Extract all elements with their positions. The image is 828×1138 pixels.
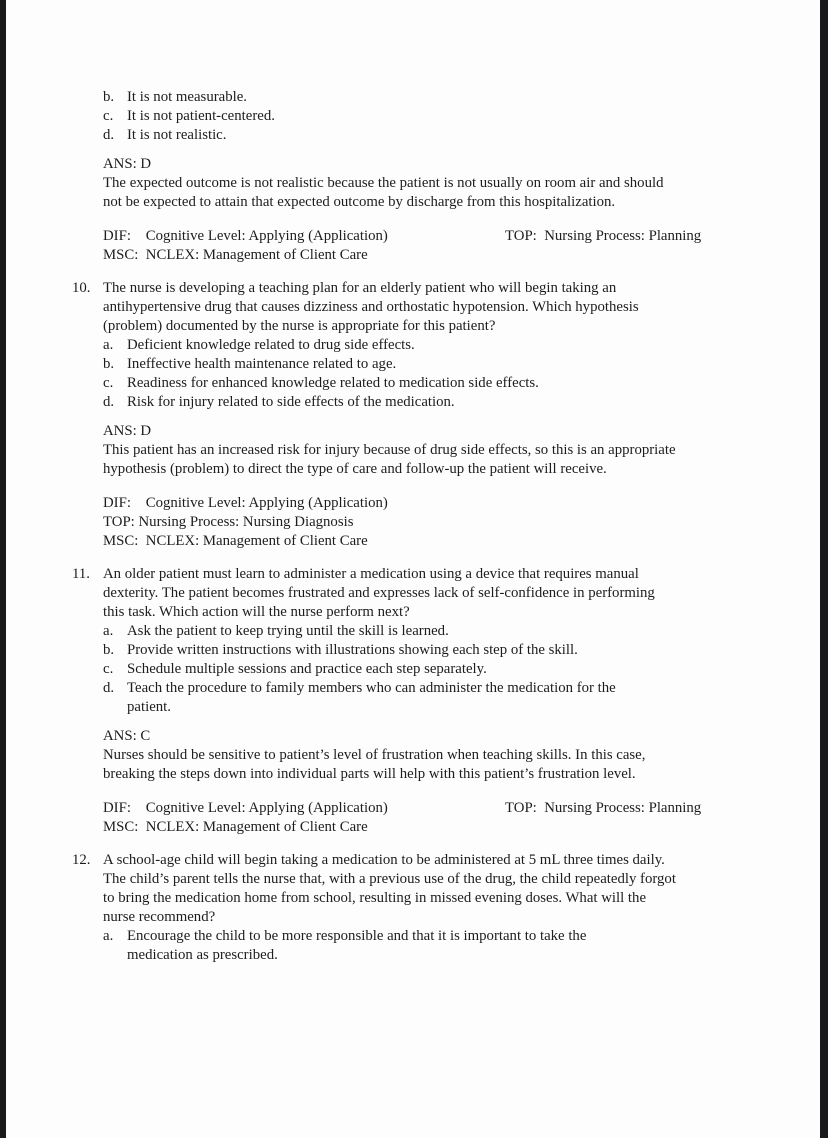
option-text: Readiness for enhanced knowledge related to medication side effects. xyxy=(127,375,539,391)
meta-row xyxy=(103,799,793,818)
option-text: Ineffective health maintenance related to age. xyxy=(127,356,397,372)
question-11 xyxy=(72,565,793,837)
option-letter: d. xyxy=(103,680,115,696)
answer-block xyxy=(103,727,793,784)
option-text: It is not measurable. xyxy=(127,89,247,105)
scan-right-edge xyxy=(820,0,828,1138)
answer-key: ANS: C xyxy=(103,728,151,744)
option-text: Ask the patient to keep trying until the skill is learned. xyxy=(127,623,449,639)
top-label: TOP: Nursing Process: Nursing Diagnosis xyxy=(103,514,354,530)
question-stem-line: nurse recommend? xyxy=(103,909,216,925)
question-stem-line: this task. Which action will the nurse perform next? xyxy=(103,604,410,620)
answer-key: ANS: D xyxy=(103,156,152,172)
option-letter: d. xyxy=(103,394,115,410)
page-content xyxy=(72,88,793,965)
question-stem-line: An older patient must learn to administer a medication using a device that requires manual xyxy=(103,566,639,582)
option-letter: c. xyxy=(103,108,114,124)
question-stem-line: (problem) documented by the nurse is appropriate for this patient? xyxy=(103,318,496,334)
option-letter: c. xyxy=(103,375,114,391)
question-number: 11. xyxy=(72,566,90,582)
answer-option xyxy=(103,641,793,660)
answer-option xyxy=(103,88,793,107)
option-letter: d. xyxy=(103,127,115,143)
option-letter: a. xyxy=(103,337,114,353)
meta-row xyxy=(103,227,793,246)
top-label: TOP: Nursing Process: Planning xyxy=(505,800,702,816)
question-stem-line: antihypertensive drug that causes dizziness and orthostatic hypotension. Which hypothesis xyxy=(103,299,639,315)
rationale-line: breaking the steps down into individual parts will help with this patient’s frustration level. xyxy=(103,766,636,782)
option-text: Provide written instructions with illustrations showing each step of the skill. xyxy=(127,642,578,658)
question-number: 10. xyxy=(72,280,91,296)
rationale-line: Nurses should be sensitive to patient’s level of frustration when teaching skills. In this case, xyxy=(103,747,646,763)
answer-option xyxy=(103,660,793,679)
question-stem-line: dexterity. The patient becomes frustrated and expresses lack of self-confidence in performing xyxy=(103,585,655,601)
dif-label: DIF: Cognitive Level: Applying (Application) xyxy=(103,495,388,511)
answer-option xyxy=(103,336,793,355)
question-stem-line: A school-age child will begin taking a medication to be administered at 5 mL three times daily. xyxy=(103,852,665,868)
question-9-continuation xyxy=(103,88,793,265)
option-letter: b. xyxy=(103,89,115,105)
rationale-line: The expected outcome is not realistic because the patient is not usually on room air and should xyxy=(103,175,664,191)
answer-option xyxy=(103,374,793,393)
option-text: Encourage the child to be more responsible and that it is important to take the xyxy=(127,928,587,944)
option-letter: a. xyxy=(103,928,114,944)
question-body xyxy=(103,565,793,837)
option-text: Risk for injury related to side effects of the medication. xyxy=(127,394,455,410)
rationale-line: This patient has an increased risk for injury because of drug side effects, so this is an appropriate xyxy=(103,442,676,458)
answer-key: ANS: D xyxy=(103,423,152,439)
option-text: It is not patient-centered. xyxy=(127,108,275,124)
question-12 xyxy=(72,851,793,965)
option-letter: b. xyxy=(103,356,115,372)
answer-option xyxy=(103,107,793,126)
rationale-line: hypothesis (problem) to direct the type of care and follow-up the patient will receive. xyxy=(103,461,607,477)
meta-block xyxy=(103,799,793,837)
answer-option xyxy=(103,927,793,965)
dif-label: DIF: Cognitive Level: Applying (Application) xyxy=(103,228,388,244)
question-stem-line: The nurse is developing a teaching plan for an elderly patient who will begin taking an xyxy=(103,280,617,296)
option-letter: b. xyxy=(103,642,115,658)
option-letter: a. xyxy=(103,623,114,639)
question-number: 12. xyxy=(72,852,91,868)
msc-label: MSC: NCLEX: Management of Client Care xyxy=(103,819,368,835)
option-text: patient. xyxy=(127,699,171,715)
answer-option xyxy=(103,679,793,717)
answer-option xyxy=(103,622,793,641)
answer-option xyxy=(103,126,793,145)
top-label: TOP: Nursing Process: Planning xyxy=(505,228,702,244)
question-stem-line: The child’s parent tells the nurse that, with a previous use of the drug, the child repeatedly forgot xyxy=(103,871,676,887)
option-text: It is not realistic. xyxy=(127,127,227,143)
option-letter: c. xyxy=(103,661,114,677)
question-body xyxy=(103,279,793,551)
question-body xyxy=(103,851,793,965)
option-text: medication as prescribed. xyxy=(127,947,278,963)
question-stem-line: to bring the medication home from school, resulting in missed evening doses. What will the xyxy=(103,890,647,906)
answer-option xyxy=(103,355,793,374)
option-text: Deficient knowledge related to drug side effects. xyxy=(127,337,415,353)
msc-label: MSC: NCLEX: Management of Client Care xyxy=(103,533,368,549)
answer-block xyxy=(103,155,793,212)
rationale-line: not be expected to attain that expected outcome by discharge from this hospitalization. xyxy=(103,194,616,210)
meta-block xyxy=(103,494,793,551)
option-text: Schedule multiple sessions and practice each step separately. xyxy=(127,661,487,677)
answer-option xyxy=(103,393,793,412)
dif-label: DIF: Cognitive Level: Applying (Application) xyxy=(103,800,388,816)
meta-row xyxy=(103,246,793,265)
option-text: Teach the procedure to family members who can administer the medication for the xyxy=(127,680,616,696)
scan-left-edge xyxy=(0,0,6,1138)
question-10 xyxy=(72,279,793,551)
meta-block xyxy=(103,227,793,265)
answer-block xyxy=(103,422,793,479)
msc-label: MSC: NCLEX: Management of Client Care xyxy=(103,247,368,263)
